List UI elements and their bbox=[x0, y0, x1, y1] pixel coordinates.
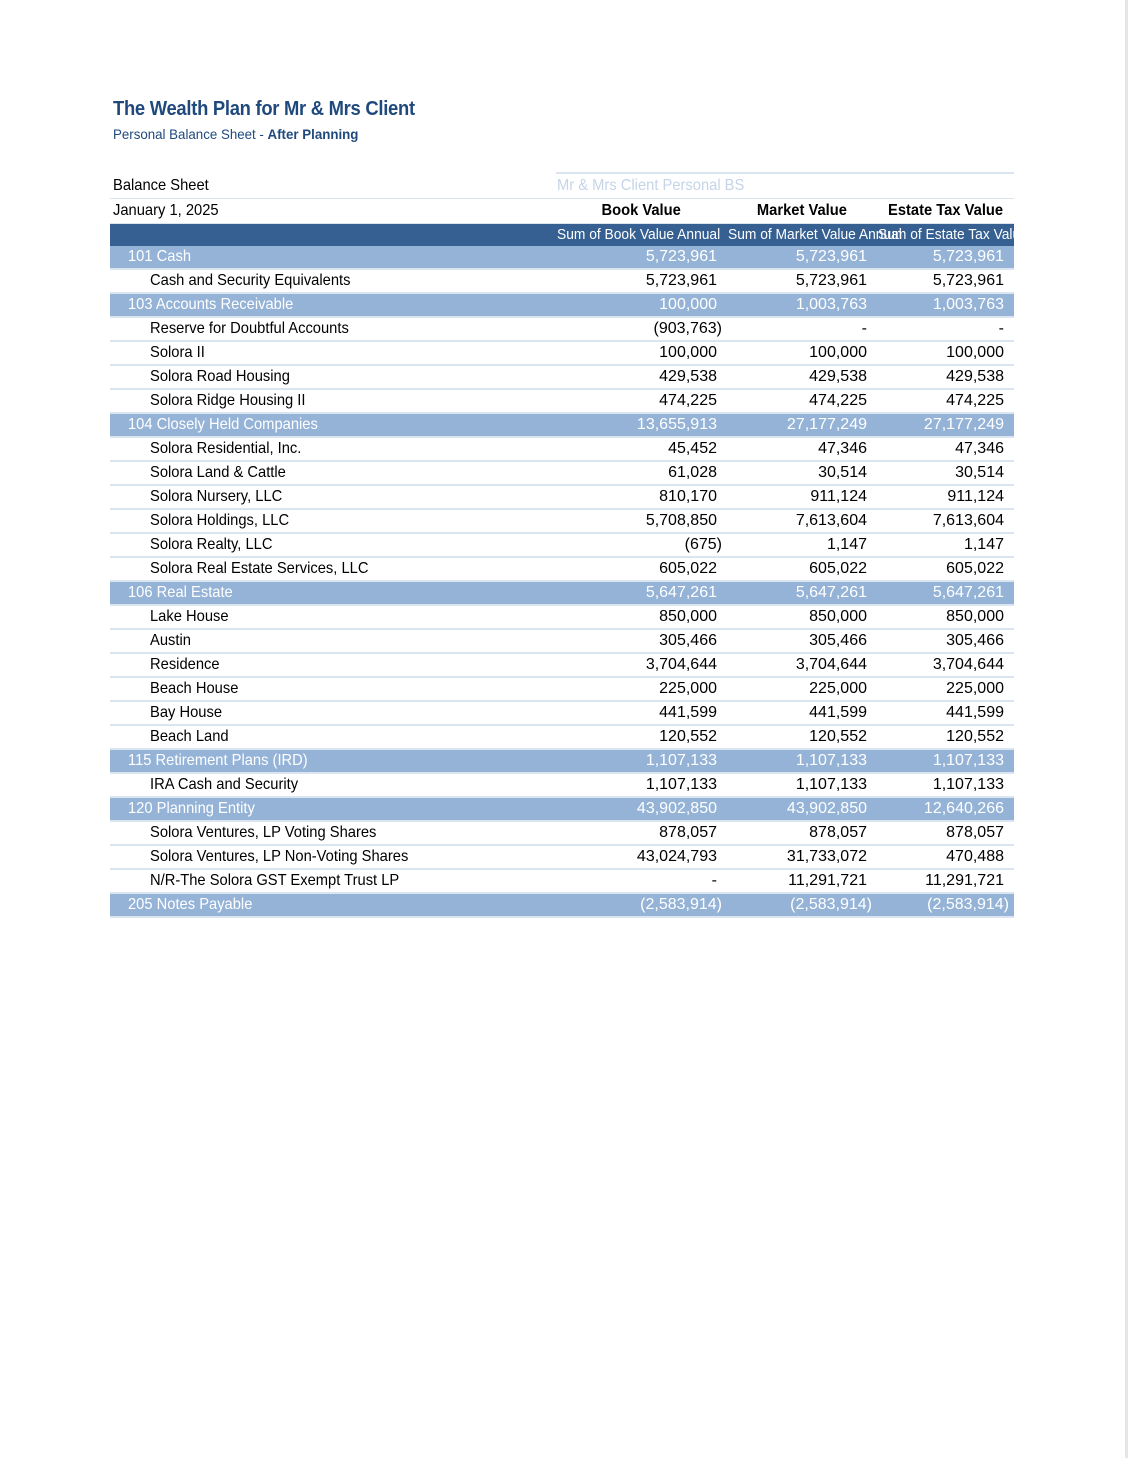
subtitle-emphasis: After Planning bbox=[267, 126, 359, 142]
row-label: N/R-The Solora GST Exempt Trust LP bbox=[150, 872, 400, 889]
book-value: 5,708,850 bbox=[645, 512, 717, 529]
sheet-label-row bbox=[110, 174, 1014, 198]
table-row bbox=[110, 774, 1014, 798]
row-label: 103 Accounts Receivable bbox=[128, 296, 294, 313]
row-label: Solora Land & Cattle bbox=[150, 464, 286, 481]
market-value: 43,902,850 bbox=[786, 800, 867, 817]
estate-tax-value: 3,704,644 bbox=[932, 656, 1004, 673]
table-row bbox=[110, 726, 1014, 750]
estate-tax-value: 1,107,133 bbox=[932, 752, 1004, 769]
table-row bbox=[110, 270, 1014, 294]
category-row bbox=[110, 798, 1014, 822]
estate-tax-value: 5,647,261 bbox=[932, 584, 1004, 601]
row-label: Solora Realty, LLC bbox=[150, 536, 273, 553]
estate-tax-value: 5,723,961 bbox=[932, 248, 1004, 265]
row-label: IRA Cash and Security bbox=[150, 776, 299, 793]
row-label: Solora Ridge Housing II bbox=[150, 392, 306, 409]
row-label: Solora Nursery, LLC bbox=[150, 488, 283, 505]
market-value: - bbox=[861, 320, 867, 337]
market-value: 5,647,261 bbox=[795, 584, 867, 601]
row-label: Solora Real Estate Services, LLC bbox=[150, 560, 369, 577]
row-label: 101 Cash bbox=[128, 248, 192, 265]
market-value: 474,225 bbox=[809, 392, 867, 409]
category-row bbox=[110, 246, 1014, 270]
book-value: (675) bbox=[684, 536, 722, 553]
book-value: 1,107,133 bbox=[645, 752, 717, 769]
book-value: 810,170 bbox=[659, 488, 717, 505]
estate-tax-value: 1,107,133 bbox=[932, 776, 1004, 793]
table-row bbox=[110, 606, 1014, 630]
row-label: Solora Road Housing bbox=[150, 368, 290, 385]
row-label: Solora Ventures, LP Voting Shares bbox=[150, 824, 377, 841]
book-value: 120,552 bbox=[659, 728, 717, 745]
estate-tax-value: 12,640,266 bbox=[923, 800, 1004, 817]
book-value: 61,028 bbox=[668, 464, 717, 481]
market-value: 605,022 bbox=[809, 560, 867, 577]
market-value: 100,000 bbox=[809, 344, 867, 361]
category-row bbox=[110, 750, 1014, 774]
table-row bbox=[110, 630, 1014, 654]
subtitle-prefix: Personal Balance Sheet - bbox=[113, 126, 268, 142]
book-value: 474,225 bbox=[659, 392, 717, 409]
book-value: 5,723,961 bbox=[645, 248, 717, 265]
row-label: 120 Planning Entity bbox=[128, 800, 255, 817]
estate-tax-value: 911,124 bbox=[947, 488, 1004, 505]
field-header-market: Sum of Market Value Annual bbox=[728, 226, 902, 243]
row-label: Lake House bbox=[150, 608, 229, 625]
market-value: 305,466 bbox=[809, 632, 867, 649]
book-value: 3,704,644 bbox=[645, 656, 717, 673]
estate-tax-value: 225,000 bbox=[946, 680, 1004, 697]
book-value: 100,000 bbox=[659, 344, 717, 361]
market-value: 31,733,072 bbox=[786, 848, 867, 865]
field-header-book: Sum of Book Value Annual bbox=[557, 226, 721, 243]
row-label: Solora Residential, Inc. bbox=[150, 440, 302, 457]
estate-tax-value: (2,583,914) bbox=[927, 896, 1009, 913]
row-label: Solora II bbox=[150, 344, 205, 361]
row-label: Solora Holdings, LLC bbox=[150, 512, 290, 529]
estate-tax-value: 27,177,249 bbox=[923, 416, 1004, 433]
row-label: 115 Retirement Plans (IRD) bbox=[128, 752, 308, 769]
table-body bbox=[110, 246, 1014, 918]
table-row bbox=[110, 438, 1014, 462]
market-value: 441,599 bbox=[809, 704, 867, 721]
market-value: 1,107,133 bbox=[795, 752, 867, 769]
market-value: (2,583,914) bbox=[790, 896, 872, 913]
table-row bbox=[110, 534, 1014, 558]
estate-tax-value: 605,022 bbox=[946, 560, 1004, 577]
book-value: (903,763) bbox=[653, 320, 722, 337]
market-value: 47,346 bbox=[818, 440, 867, 457]
market-value: 5,723,961 bbox=[795, 248, 867, 265]
table-row bbox=[110, 654, 1014, 678]
table-row bbox=[110, 486, 1014, 510]
book-value: 13,655,913 bbox=[636, 416, 717, 433]
book-value: 100,000 bbox=[659, 296, 717, 313]
estate-tax-value: 474,225 bbox=[946, 392, 1004, 409]
page-subtitle bbox=[113, 126, 358, 142]
book-value: 850,000 bbox=[659, 608, 717, 625]
table-row bbox=[110, 702, 1014, 726]
market-value: 30,514 bbox=[818, 464, 867, 481]
row-label: Austin bbox=[150, 632, 191, 649]
market-value: 429,538 bbox=[809, 368, 867, 385]
book-value: 225,000 bbox=[659, 680, 717, 697]
estate-tax-value: 1,003,763 bbox=[932, 296, 1004, 313]
column-header-estate: Estate Tax Value bbox=[888, 202, 1004, 219]
pivot-name: Mr & Mrs Client Personal BS bbox=[557, 177, 745, 194]
book-value: - bbox=[711, 872, 717, 889]
estate-tax-value: 878,057 bbox=[946, 824, 1004, 841]
market-value: 878,057 bbox=[809, 824, 867, 841]
market-value: 7,613,604 bbox=[795, 512, 867, 529]
row-label: 106 Real Estate bbox=[128, 584, 233, 601]
table-row bbox=[110, 390, 1014, 414]
table-row bbox=[110, 846, 1014, 870]
market-value: 11,291,721 bbox=[788, 872, 867, 889]
row-label: Residence bbox=[150, 656, 220, 673]
estate-tax-value: 47,346 bbox=[955, 440, 1004, 457]
row-label: Reserve for Doubtful Accounts bbox=[150, 320, 349, 337]
table-row bbox=[110, 462, 1014, 486]
market-value: 1,107,133 bbox=[795, 776, 867, 793]
row-label: 104 Closely Held Companies bbox=[128, 416, 318, 433]
field-header-row bbox=[110, 224, 1028, 246]
estate-tax-value: 5,723,961 bbox=[932, 272, 1004, 289]
estate-tax-value: 120,552 bbox=[946, 728, 1004, 745]
book-value: 1,107,133 bbox=[645, 776, 717, 793]
estate-tax-value: 850,000 bbox=[946, 608, 1004, 625]
book-value: 43,024,793 bbox=[636, 848, 717, 865]
estate-tax-value: 305,466 bbox=[946, 632, 1004, 649]
book-value: 5,723,961 bbox=[645, 272, 717, 289]
category-row bbox=[110, 894, 1014, 918]
sheet-label: Balance Sheet bbox=[113, 177, 209, 194]
row-label: Beach House bbox=[150, 680, 239, 697]
page-title: The Wealth Plan for Mr & Mrs Client bbox=[113, 98, 415, 120]
book-value: 45,452 bbox=[668, 440, 717, 457]
market-value: 225,000 bbox=[809, 680, 867, 697]
table-row bbox=[110, 870, 1014, 894]
category-row bbox=[110, 582, 1014, 606]
estate-tax-value: 100,000 bbox=[946, 344, 1004, 361]
market-value: 120,552 bbox=[809, 728, 867, 745]
market-value: 850,000 bbox=[809, 608, 867, 625]
category-row bbox=[110, 414, 1014, 438]
estate-tax-value: 441,599 bbox=[946, 704, 1004, 721]
row-label: 205 Notes Payable bbox=[128, 896, 253, 913]
row-label: Solora Ventures, LP Non-Voting Shares bbox=[150, 848, 409, 865]
market-value: 1,003,763 bbox=[795, 296, 867, 313]
field-header-estate: Sum of Estate Tax Value bbox=[878, 226, 1028, 243]
table-row bbox=[110, 342, 1014, 366]
column-header-market: Market Value bbox=[756, 202, 847, 219]
estate-tax-value: 1,147 bbox=[963, 536, 1004, 553]
estate-tax-value: 470,488 bbox=[946, 848, 1004, 865]
table-row bbox=[110, 558, 1014, 582]
column-header-book: Book Value bbox=[601, 202, 681, 219]
book-value: 878,057 bbox=[659, 824, 717, 841]
book-value: (2,583,914) bbox=[640, 896, 722, 913]
estate-tax-value: 429,538 bbox=[946, 368, 1004, 385]
book-value: 43,902,850 bbox=[636, 800, 717, 817]
table-row bbox=[110, 366, 1014, 390]
market-value: 911,124 bbox=[810, 488, 867, 505]
market-value: 1,147 bbox=[826, 536, 867, 553]
table-row bbox=[110, 678, 1014, 702]
market-value: 27,177,249 bbox=[786, 416, 867, 433]
row-label: Bay House bbox=[150, 704, 223, 721]
balance-sheet-table bbox=[110, 172, 1028, 918]
book-value: 429,538 bbox=[659, 368, 717, 385]
date-label: January 1, 2025 bbox=[113, 202, 219, 219]
book-value: 5,647,261 bbox=[645, 584, 717, 601]
table-row bbox=[110, 318, 1014, 342]
estate-tax-value: 7,613,604 bbox=[932, 512, 1004, 529]
book-value: 441,599 bbox=[659, 704, 717, 721]
row-label: Beach Land bbox=[150, 728, 229, 745]
category-row bbox=[110, 294, 1014, 318]
book-value: 605,022 bbox=[659, 560, 717, 577]
estate-tax-value: 30,514 bbox=[955, 464, 1004, 481]
row-label: Cash and Security Equivalents bbox=[150, 272, 351, 289]
market-value: 5,723,961 bbox=[795, 272, 867, 289]
book-value: 305,466 bbox=[659, 632, 717, 649]
estate-tax-value: 11,291,721 bbox=[925, 872, 1004, 889]
date-row bbox=[110, 198, 1014, 224]
table-row bbox=[110, 822, 1014, 846]
table-row bbox=[110, 510, 1014, 534]
market-value: 3,704,644 bbox=[795, 656, 867, 673]
estate-tax-value: - bbox=[998, 320, 1004, 337]
